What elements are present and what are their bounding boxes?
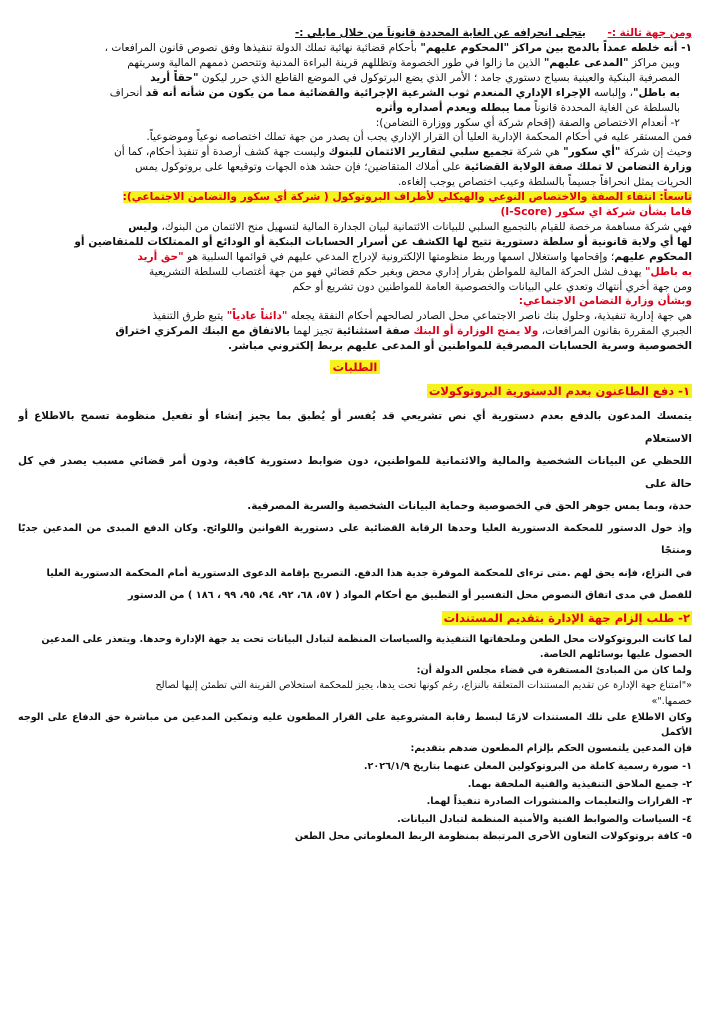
text-line: الخصوصية وسرية الحسابات المصرفية للمواطنين أو المدعى عليهم بربط إلكتروني مباشر. xyxy=(228,340,692,353)
text-line: فمن المستقر عليه في أحكام المحكمة الإدارية العليا أن القرار الإداري يجب أن يصدر من جهة تملك اختصاصه نوعياً وموضوعياً. xyxy=(146,131,692,144)
text-run: "المدعى عليهم" xyxy=(543,56,629,69)
text-run: تجيز لهما xyxy=(293,325,333,338)
text-run: الذين ما زالوا في طور الخصومة وتظللهم قرينة البراءة المدنية وتتحصن ذممهم المالية وسريتهم xyxy=(127,56,541,69)
text-run: وليس xyxy=(128,220,159,233)
text-run: يتبع طرق التنفيذ xyxy=(152,310,224,323)
paragraph-2 xyxy=(18,116,692,191)
text-run: وحيث إن شركة xyxy=(623,146,692,159)
paragraph-1 xyxy=(18,41,692,116)
text-run: وليست جهة كشف أرصدة أو تنفيذ أحكام، كما أن xyxy=(114,146,326,159)
text-run: الطلبات xyxy=(330,360,381,374)
heading-ninth xyxy=(18,190,692,205)
paragraph-3 xyxy=(18,220,692,295)
text-run: تجميع سلبي لتقارير الائتمان للبنوك xyxy=(328,146,514,159)
request-1-heading xyxy=(18,381,692,401)
text-run: وزارة التضامن لا تملك صفة الولاية القضائية xyxy=(464,161,692,174)
text-run: ٢- طلب إلزام جهة الإدارة بتقديم المستندات xyxy=(443,610,690,625)
text-run: يهدف لشل الحركة المالية للمواطن بقرار إداري محض وبغير حكم قضائي فهو من جهة أغتصاب للسلطة التشريعية xyxy=(149,265,642,278)
document-page xyxy=(18,26,692,1009)
heading-iscore: فاما بشأن شركة اي سكور (I-Score) xyxy=(500,205,692,218)
text-line: اللحظي عن البيانات الشخصية والمالية والائتمانية للمواطنين، دون ضوابط دستورية كافية، ودون أمر قضائي مسبب يصدر في كل حالة على xyxy=(18,455,692,490)
section-intro xyxy=(18,26,692,41)
intro-text: يتجلى انحرافه عن الغاية المحددة قانوناً من خلال مايلي :- xyxy=(294,27,586,39)
text-line: ومن جهة أخري أنتهاك وتعدي علي البيانات والخصوصية العامة للمواطنين دون تشريع أو حكم xyxy=(292,280,692,293)
text-run: "حق أريد xyxy=(137,250,184,263)
text-run: الإجراء الإداري المنعدم ثوب الشرعية الإجرائية والقضائية مما من يكون من شأنه أنه قد xyxy=(145,86,591,99)
requests-title xyxy=(18,356,692,375)
text-line: «"امتناع جهة الإدارة عن تقديم المستندات المتعلقة بالنزاع، رغم كونها تحت يدها، يجيز للمحكمة استخلاص القرينة التي تطمئن إليها لصالح xyxy=(155,680,692,692)
text-run: مما يبطله ويعدم أصداره وأثره xyxy=(375,101,532,114)
text-run: "أي سكور" xyxy=(563,146,621,159)
list-item: ٤- السياسات والضوابط الفنية والأمنية المنظمة لتبادل البيانات. xyxy=(397,813,692,825)
text-line: لها أي ولاية قانونية أو سلطة دستورية تتيح لها الكشف عن أسرار الحسابات البنكية أو الودائع أو الممتلكات للمتقاضين أو xyxy=(74,235,692,248)
text-run: "المحكوم عليهم" xyxy=(420,42,510,54)
request-2-body xyxy=(18,632,692,757)
intro-label: ومن جهة ثالثة :- xyxy=(607,27,692,39)
text-run: ، وإلباسه xyxy=(593,86,633,99)
text-run: به باطل" xyxy=(645,265,692,278)
text-line: في النزاع، فإنه يحق لهم .متى ترءاى للمحكمة الموقرة جدية هذا الدفع. التصريح بإقامة الدعوى الدستورية أمام المحكمة الدستورية العليا xyxy=(46,567,692,579)
text-line: حدة، وبما يمس جوهر الحق في الخصوصية وحماية البيانات الشخصية والسرية المصرفية. xyxy=(247,500,692,513)
list-item: ٣- القرارات والتعليمات والمنشورات الصادرة تنفيذاً لهما. xyxy=(426,796,692,808)
list-item: ١- صورة رسمية كاملة من البروتوكولين المعلن عنهما بتاريخ ٢٠٢٦/١/٩. xyxy=(363,761,692,773)
text-run: صفة استثنائية xyxy=(336,325,411,338)
text-run: ١- أنه خلطه عمداً بالدمج بين مراكز xyxy=(512,42,692,54)
text-run: المحكوم عليهم xyxy=(614,250,692,263)
text-line: للفصل في مدى اتفاق النصوص محل التفسير أو التطبيق مع أحكام المواد ( ٥٧، ٦٨، ٩٢، ٩٤، ٩٥، ٩٩ ، ١٨٦ ) من الدستور xyxy=(128,590,692,602)
text-run: تاسعاً: انتفاء الصفة والاختصاص النوعي والهيكلي لأطراف البروتوكول ( شركة أي سكور والتضامن الاجتماعي): xyxy=(122,191,692,204)
text-run: هي شركة xyxy=(516,146,560,159)
text-line: يتمسك المدعون بالدفع بعدم دستورية أي نص تشريعي قد يُفسر أو يُطبق بما يجيز إنشاء أو تفعيل منظومة تسمح بالاطلاع أو الاستعلام xyxy=(18,410,692,445)
text-run: "دائناً عادياً" xyxy=(226,310,288,323)
text-line: ٢- أنعدام الاختصاص والصفة (إقحام شركة أي سكور ووزارة التضامن): xyxy=(375,116,680,129)
text-run: ؛ وإقحامها واستغلال اسمها وربط منظومتها الإلكترونية لإدراج المدعي عليهم في قوائمها السلبية هو xyxy=(187,250,615,263)
documents-list xyxy=(18,758,692,845)
text-run: المصرفية البنكية والعينية بسياج دستوري جامد ؛ الأمر الذي يضع البرتوكول في الموضع القاطع الذي حرر ليكون xyxy=(201,71,680,84)
text-line: وإذ خول الدستور للمحكمة الدستورية العليا وحدها الرقابة القضائية على دستورية القوانين واللوائح. وكان الدفع المبدى من المدعين جديًا ومنتجًا xyxy=(18,522,692,557)
text-line: وكان الاطلاع على تلك المستندات لازمًا لبسط رقابة المشروعية على القرار المطعون عليه وتمكين المدعين من مباشرة حق الدفاع على الوجه الأكمل xyxy=(18,711,692,739)
text-run: فهي شركة مساهمة مرخصة للقيام بالتجميع السلبي للبيانات الائتمانية لبيان الجدارة المالية لتسهيل منح الائتمان من البنوك، xyxy=(161,220,692,233)
text-line: خصمها."» xyxy=(651,695,692,707)
text-run: "حقاً أريد xyxy=(150,71,199,84)
text-run: أنحراف xyxy=(109,86,143,99)
paragraph-4 xyxy=(18,309,692,354)
text-line: لما كانت البروتوكولات محل الطعن وملحقاتها التنفيذية والسياسات المنظمة لتبادل البيانات تحت يد جهة الإدارة وحدها. ويتعذر على المدعين xyxy=(41,633,692,645)
request-2-heading xyxy=(18,608,692,628)
text-line: الحصول عليها بوسائلهم الخاصة. xyxy=(539,649,692,661)
heading-ministry: وبشأن وزارة التضامن الاجتماعي: xyxy=(518,295,692,308)
text-run: بأحكام قضائية نهائية تملك الدولة تنفيذها وفق نصوص قانون المرافعات ، xyxy=(104,42,417,54)
text-run: بالسلطة عن الغاية المحددة قانوناً xyxy=(534,101,680,114)
list-item: ٥- كافة بروتوكولات التعاون الأخرى المرتبطة بمنظومة الربط المعلوماتي محل الطعن xyxy=(294,830,692,842)
text-run: الجبري المقررة بقانون المرافعات، xyxy=(541,325,692,338)
text-run: على أملاك المتقاضين؛ فإن حشد هذه الجهات وتوقيعها على بروتوكول يمس xyxy=(135,161,462,174)
text-line: ولما كان من المبادئ المستقرة في قضاء مجلس الدولة أن: xyxy=(416,664,692,676)
text-run: ١- دفع الطاعنون بعدم الدستورية البروتوكولات xyxy=(428,384,690,399)
text-line: فإن المدعين يلتمسون الحكم بإلزام المطعون ضدهم بتقديم: xyxy=(410,742,692,754)
text-run: به باطل" xyxy=(633,86,680,99)
list-item: ٢- جميع الملاحق التنفيذية والفنية الملحقة بهما. xyxy=(467,778,692,790)
text-run: بالاتفاق مع البنك المركزي اختراق xyxy=(115,325,290,338)
text-run: وبين مراكز xyxy=(631,56,680,69)
text-run: هي جهة إدارية تنفيذية، وحلول بنك ناصر الاجتماعي محل الصادر لصالحهم أحكام النفقة يجعله xyxy=(290,310,692,323)
text-line: الحريات يمثل انحرافاً جسيماً بالسلطة وعيب اختصاص يوجب إلغاءه. xyxy=(397,176,692,189)
request-1-body xyxy=(18,405,692,608)
text-run: ولا يمنح الوزارة أو البنك xyxy=(413,325,539,338)
